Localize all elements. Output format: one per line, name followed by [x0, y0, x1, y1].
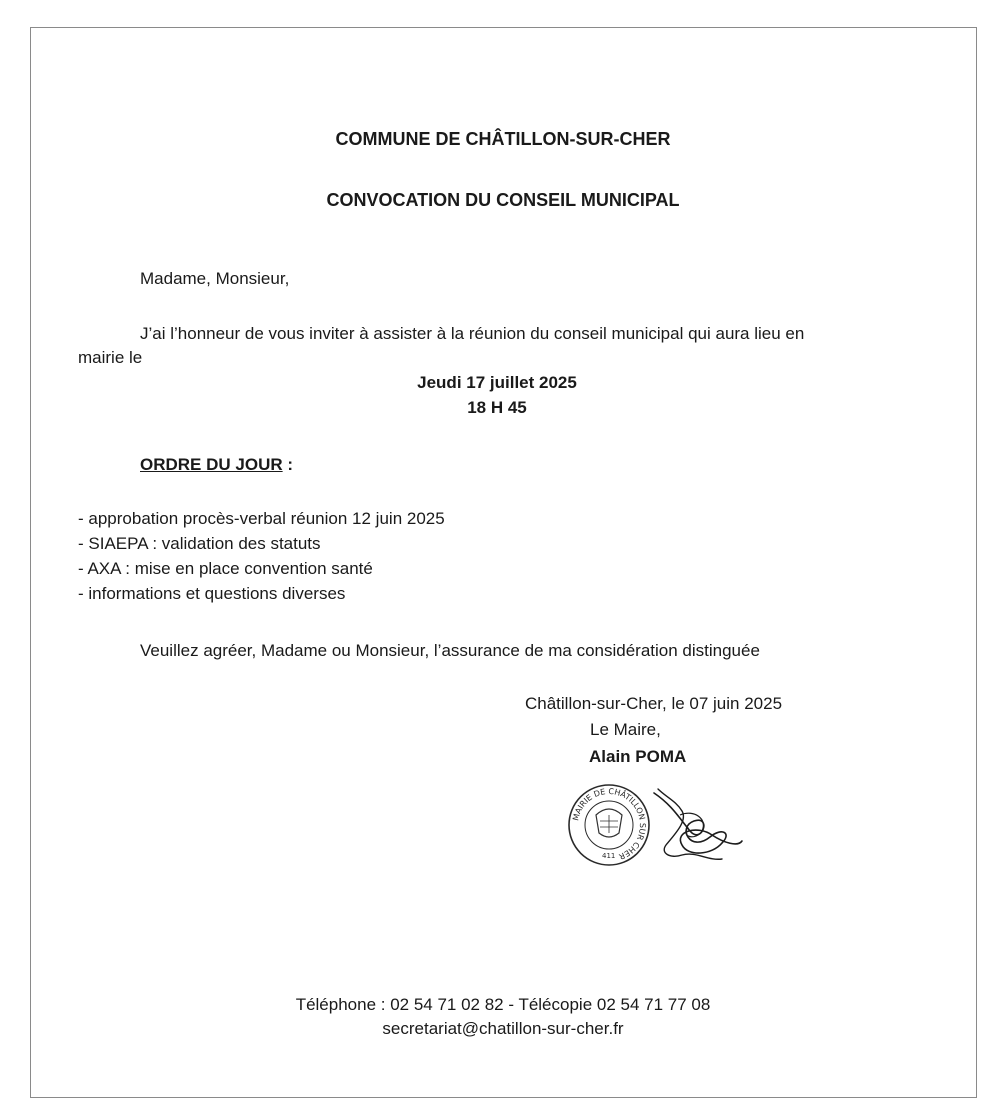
meeting-time: 18 H 45: [467, 398, 527, 417]
meeting-date: Jeudi 17 juillet 2025: [417, 373, 577, 392]
intro-line-2: mairie le: [78, 348, 143, 367]
salutation: Madame, Monsieur,: [140, 269, 290, 288]
agenda-item: - SIAEPA : validation des statuts: [78, 534, 321, 553]
agenda-heading-label: ORDRE DU JOUR: [140, 455, 283, 474]
document-title: CONVOCATION DU CONSEIL MUNICIPAL: [326, 190, 680, 210]
seal-code: 411: [602, 852, 616, 860]
commune-heading: COMMUNE DE CHÂTILLON-SUR-CHER: [335, 129, 671, 149]
agenda-item: - approbation procès-verbal réunion 12 juin 2025: [78, 509, 445, 528]
footer-email: secretariat@chatillon-sur-cher.fr: [382, 1019, 624, 1038]
agenda-item: - AXA : mise en place convention santé: [78, 559, 373, 578]
signature-name: Alain POMA: [589, 747, 687, 766]
mayor-seal-and-signature-icon: [562, 775, 752, 875]
intro-line-1: J’ai l’honneur de vous inviter à assister à la réunion du conseil municipal qui aura lieu en: [140, 324, 805, 343]
agenda-item: - informations et questions diverses: [78, 584, 346, 603]
closing-formula: Veuillez agréer, Madame ou Monsieur, l’assurance de ma considération distinguée: [140, 641, 760, 660]
agenda-heading: [140, 454, 293, 476]
signature-place-date: Châtillon-sur-Cher, le 07 juin 2025: [525, 694, 783, 713]
agenda-heading-colon: :: [282, 455, 294, 474]
footer-phone: Téléphone : 02 54 71 02 82 - Télécopie 02 54 71 77 08: [295, 995, 711, 1014]
signature-role: Le Maire,: [590, 720, 661, 739]
seal-ring-text: MAIRIE DE CHÂTILLON SUR CHER: [571, 786, 648, 862]
